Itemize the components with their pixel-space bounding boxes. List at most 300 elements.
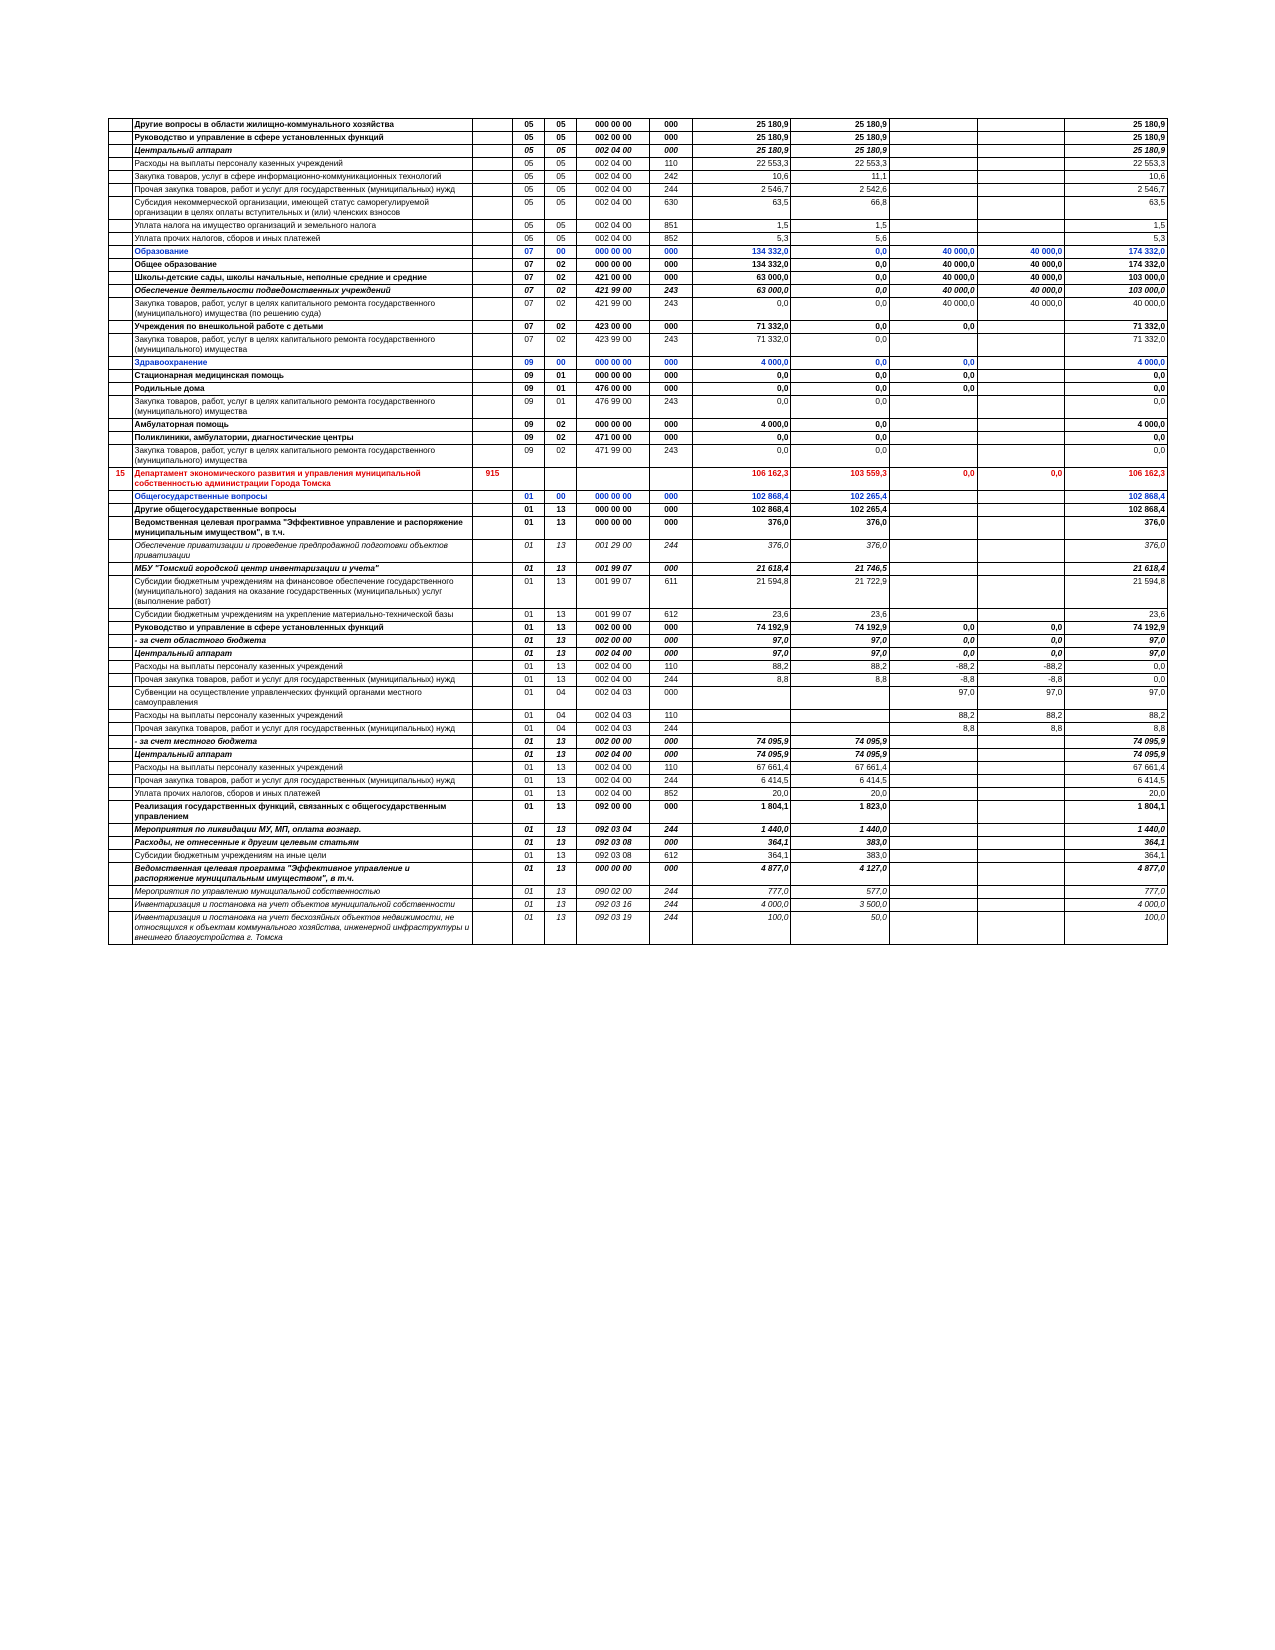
cell-v4 bbox=[977, 334, 1065, 357]
cell-v2: 0,0 bbox=[791, 259, 889, 272]
cell-v1: 21 618,4 bbox=[693, 563, 791, 576]
cell-v1: 1 440,0 bbox=[693, 824, 791, 837]
table-row bbox=[109, 622, 1168, 635]
cell-v2: 8,8 bbox=[791, 674, 889, 687]
cell-pr: 13 bbox=[545, 540, 577, 563]
cell-v2: 23,6 bbox=[791, 609, 889, 622]
cell-v1: 4 000,0 bbox=[693, 357, 791, 370]
cell-name: Закупка товаров, услуг в сфере информационно-коммуникационных технологий bbox=[132, 171, 472, 184]
cell-num bbox=[109, 762, 133, 775]
cell-name: Субсидии бюджетным учреждениям на иные цели bbox=[132, 850, 472, 863]
cell-csr: 092 00 00 bbox=[577, 801, 650, 824]
cell-v1: 88,2 bbox=[693, 661, 791, 674]
cell-ved bbox=[472, 609, 513, 622]
cell-vr: 110 bbox=[650, 158, 693, 171]
cell-num bbox=[109, 563, 133, 576]
cell-v1: 25 180,9 bbox=[693, 119, 791, 132]
cell-v2: 1,5 bbox=[791, 220, 889, 233]
cell-v2: 0,0 bbox=[791, 321, 889, 334]
cell-pr: 04 bbox=[545, 723, 577, 736]
cell-ved bbox=[472, 850, 513, 863]
cell-v1: 1,5 bbox=[693, 220, 791, 233]
cell-ved bbox=[472, 576, 513, 609]
table-row bbox=[109, 197, 1168, 220]
cell-pr: 13 bbox=[545, 912, 577, 945]
table-row bbox=[109, 432, 1168, 445]
cell-v1: 134 332,0 bbox=[693, 259, 791, 272]
cell-rz: 01 bbox=[513, 824, 545, 837]
cell-num bbox=[109, 220, 133, 233]
cell-v3 bbox=[889, 171, 977, 184]
table-row bbox=[109, 357, 1168, 370]
cell-pr: 02 bbox=[545, 298, 577, 321]
cell-pr: 02 bbox=[545, 419, 577, 432]
cell-rz: 09 bbox=[513, 396, 545, 419]
cell-v1: 100,0 bbox=[693, 912, 791, 945]
cell-num bbox=[109, 674, 133, 687]
table-row bbox=[109, 334, 1168, 357]
cell-v4 bbox=[977, 576, 1065, 609]
cell-vr: 000 bbox=[650, 801, 693, 824]
cell-v2 bbox=[791, 723, 889, 736]
cell-pr: 13 bbox=[545, 517, 577, 540]
cell-num bbox=[109, 801, 133, 824]
cell-v4 bbox=[977, 321, 1065, 334]
cell-v5: 74 192,9 bbox=[1065, 622, 1168, 635]
cell-rz bbox=[513, 468, 545, 491]
cell-vr: 000 bbox=[650, 119, 693, 132]
cell-ved bbox=[472, 749, 513, 762]
cell-vr: 243 bbox=[650, 298, 693, 321]
cell-v5: 23,6 bbox=[1065, 609, 1168, 622]
cell-v2: 6 414,5 bbox=[791, 775, 889, 788]
cell-name: Расходы, не отнесенные к другим целевым статьям bbox=[132, 837, 472, 850]
cell-pr: 02 bbox=[545, 259, 577, 272]
cell-vr: 000 bbox=[650, 145, 693, 158]
cell-v2: 0,0 bbox=[791, 370, 889, 383]
cell-ved bbox=[472, 762, 513, 775]
cell-v5: 25 180,9 bbox=[1065, 145, 1168, 158]
cell-v4 bbox=[977, 184, 1065, 197]
cell-num bbox=[109, 259, 133, 272]
cell-ved bbox=[472, 419, 513, 432]
cell-v2: 22 553,3 bbox=[791, 158, 889, 171]
cell-name: Прочая закупка товаров, работ и услуг для государственных (муниципальных) нужд bbox=[132, 674, 472, 687]
cell-vr: 000 bbox=[650, 321, 693, 334]
cell-ved bbox=[472, 321, 513, 334]
cell-v2: 0,0 bbox=[791, 357, 889, 370]
table-row bbox=[109, 609, 1168, 622]
cell-ved bbox=[472, 912, 513, 945]
cell-num bbox=[109, 246, 133, 259]
cell-ved bbox=[472, 432, 513, 445]
cell-ved bbox=[472, 622, 513, 635]
cell-csr: 471 99 00 bbox=[577, 445, 650, 468]
cell-ved bbox=[472, 540, 513, 563]
cell-pr: 02 bbox=[545, 285, 577, 298]
cell-v5: 6 414,5 bbox=[1065, 775, 1168, 788]
cell-num bbox=[109, 158, 133, 171]
cell-name: Родильные дома bbox=[132, 383, 472, 396]
cell-vr: 244 bbox=[650, 886, 693, 899]
cell-rz: 01 bbox=[513, 886, 545, 899]
cell-num bbox=[109, 661, 133, 674]
cell-pr: 05 bbox=[545, 145, 577, 158]
cell-ved bbox=[472, 298, 513, 321]
table-row bbox=[109, 674, 1168, 687]
cell-csr: 000 00 00 bbox=[577, 246, 650, 259]
cell-v1: 376,0 bbox=[693, 540, 791, 563]
cell-name: Амбулаторная помощь bbox=[132, 419, 472, 432]
cell-v1: 71 332,0 bbox=[693, 334, 791, 357]
cell-v2: 74 095,9 bbox=[791, 749, 889, 762]
cell-v5: 102 868,4 bbox=[1065, 491, 1168, 504]
cell-v3 bbox=[889, 432, 977, 445]
cell-name: Расходы на выплаты персоналу казенных учреждений bbox=[132, 158, 472, 171]
cell-vr: 000 bbox=[650, 419, 693, 432]
cell-name: Центральный аппарат bbox=[132, 145, 472, 158]
cell-v3 bbox=[889, 762, 977, 775]
cell-v3 bbox=[889, 801, 977, 824]
cell-v2: 97,0 bbox=[791, 648, 889, 661]
cell-num bbox=[109, 824, 133, 837]
cell-pr: 05 bbox=[545, 119, 577, 132]
cell-rz: 07 bbox=[513, 321, 545, 334]
cell-v3 bbox=[889, 517, 977, 540]
cell-v1: 71 332,0 bbox=[693, 321, 791, 334]
cell-pr: 13 bbox=[545, 886, 577, 899]
cell-pr: 13 bbox=[545, 863, 577, 886]
cell-pr: 02 bbox=[545, 334, 577, 357]
table-row bbox=[109, 119, 1168, 132]
cell-pr: 02 bbox=[545, 321, 577, 334]
cell-csr: 476 00 00 bbox=[577, 383, 650, 396]
cell-csr: 092 03 04 bbox=[577, 824, 650, 837]
cell-rz: 07 bbox=[513, 298, 545, 321]
cell-csr bbox=[577, 468, 650, 491]
cell-v5: 21 594,8 bbox=[1065, 576, 1168, 609]
cell-v2: 376,0 bbox=[791, 517, 889, 540]
cell-num bbox=[109, 233, 133, 246]
cell-ved bbox=[472, 801, 513, 824]
table-row bbox=[109, 540, 1168, 563]
cell-vr: 000 bbox=[650, 272, 693, 285]
table-row bbox=[109, 383, 1168, 396]
cell-v3 bbox=[889, 736, 977, 749]
cell-ved bbox=[472, 775, 513, 788]
cell-v5: 4 000,0 bbox=[1065, 357, 1168, 370]
cell-v1: 777,0 bbox=[693, 886, 791, 899]
cell-num bbox=[109, 609, 133, 622]
cell-v5: 74 095,9 bbox=[1065, 736, 1168, 749]
cell-vr: 244 bbox=[650, 824, 693, 837]
table-row bbox=[109, 824, 1168, 837]
cell-v1: 0,0 bbox=[693, 445, 791, 468]
cell-csr: 002 04 00 bbox=[577, 762, 650, 775]
cell-ved bbox=[472, 517, 513, 540]
cell-v4: 0,0 bbox=[977, 635, 1065, 648]
cell-v5: 63,5 bbox=[1065, 197, 1168, 220]
cell-v3 bbox=[889, 419, 977, 432]
cell-v3 bbox=[889, 132, 977, 145]
cell-num bbox=[109, 419, 133, 432]
cell-v1: 2 546,7 bbox=[693, 184, 791, 197]
cell-num bbox=[109, 396, 133, 419]
budget-table-body bbox=[109, 119, 1168, 945]
cell-v1: 63,5 bbox=[693, 197, 791, 220]
cell-ved bbox=[472, 661, 513, 674]
cell-vr: 612 bbox=[650, 850, 693, 863]
cell-v3 bbox=[889, 563, 977, 576]
cell-v2: 0,0 bbox=[791, 272, 889, 285]
cell-v5: 376,0 bbox=[1065, 540, 1168, 563]
table-row bbox=[109, 912, 1168, 945]
cell-vr: 000 bbox=[650, 432, 693, 445]
cell-vr: 000 bbox=[650, 132, 693, 145]
cell-csr: 001 99 07 bbox=[577, 563, 650, 576]
cell-rz: 01 bbox=[513, 837, 545, 850]
cell-v3: 8,8 bbox=[889, 723, 977, 736]
cell-v5: 0,0 bbox=[1065, 674, 1168, 687]
cell-v2: 25 180,9 bbox=[791, 132, 889, 145]
cell-v5: 103 000,0 bbox=[1065, 272, 1168, 285]
cell-v3: 40 000,0 bbox=[889, 272, 977, 285]
cell-v4 bbox=[977, 357, 1065, 370]
cell-pr: 13 bbox=[545, 736, 577, 749]
cell-v1 bbox=[693, 687, 791, 710]
cell-v3 bbox=[889, 445, 977, 468]
table-row bbox=[109, 635, 1168, 648]
cell-vr: 000 bbox=[650, 357, 693, 370]
cell-vr: 612 bbox=[650, 609, 693, 622]
cell-vr: 000 bbox=[650, 863, 693, 886]
cell-csr: 000 00 00 bbox=[577, 119, 650, 132]
cell-v2: 88,2 bbox=[791, 661, 889, 674]
cell-num: 15 bbox=[109, 468, 133, 491]
cell-num bbox=[109, 370, 133, 383]
cell-ved bbox=[472, 357, 513, 370]
cell-rz: 01 bbox=[513, 648, 545, 661]
table-row bbox=[109, 576, 1168, 609]
cell-v1: 8,8 bbox=[693, 674, 791, 687]
cell-name: Ведомственная целевая программа "Эффективное управление и распоряжение муниципальным имуществом", в т.ч. bbox=[132, 517, 472, 540]
cell-csr: 421 00 00 bbox=[577, 272, 650, 285]
cell-v5: 0,0 bbox=[1065, 445, 1168, 468]
cell-rz: 07 bbox=[513, 246, 545, 259]
cell-v3: 0,0 bbox=[889, 321, 977, 334]
cell-pr: 00 bbox=[545, 246, 577, 259]
cell-v4 bbox=[977, 749, 1065, 762]
table-row bbox=[109, 246, 1168, 259]
cell-rz: 07 bbox=[513, 272, 545, 285]
cell-rz: 01 bbox=[513, 661, 545, 674]
cell-csr: 001 99 07 bbox=[577, 609, 650, 622]
cell-csr: 423 00 00 bbox=[577, 321, 650, 334]
cell-v2: 0,0 bbox=[791, 334, 889, 357]
cell-v2: 97,0 bbox=[791, 635, 889, 648]
cell-pr: 13 bbox=[545, 504, 577, 517]
cell-vr: 000 bbox=[650, 517, 693, 540]
cell-ved bbox=[472, 171, 513, 184]
cell-rz: 01 bbox=[513, 863, 545, 886]
table-row bbox=[109, 145, 1168, 158]
cell-csr: 000 00 00 bbox=[577, 419, 650, 432]
cell-pr: 13 bbox=[545, 648, 577, 661]
cell-csr: 092 03 08 bbox=[577, 837, 650, 850]
cell-csr: 002 04 03 bbox=[577, 710, 650, 723]
cell-v2: 0,0 bbox=[791, 419, 889, 432]
cell-ved bbox=[472, 383, 513, 396]
cell-pr: 13 bbox=[545, 563, 577, 576]
cell-csr: 000 00 00 bbox=[577, 504, 650, 517]
cell-v2: 102 265,4 bbox=[791, 504, 889, 517]
cell-v2: 0,0 bbox=[791, 383, 889, 396]
cell-name: Обеспечение приватизации и проведение предпродажной подготовки объектов приватизации bbox=[132, 540, 472, 563]
table-row bbox=[109, 648, 1168, 661]
cell-ved bbox=[472, 445, 513, 468]
cell-v1: 6 414,5 bbox=[693, 775, 791, 788]
cell-v1: 0,0 bbox=[693, 383, 791, 396]
table-row bbox=[109, 285, 1168, 298]
cell-v5: 74 095,9 bbox=[1065, 749, 1168, 762]
cell-name: - за счет областного бюджета bbox=[132, 635, 472, 648]
cell-v1: 0,0 bbox=[693, 396, 791, 419]
cell-v4 bbox=[977, 432, 1065, 445]
cell-name: МБУ "Томский городской центр инвентаризации и учета" bbox=[132, 563, 472, 576]
cell-v5: 100,0 bbox=[1065, 912, 1168, 945]
cell-ved bbox=[472, 563, 513, 576]
cell-v3 bbox=[889, 824, 977, 837]
cell-vr: 852 bbox=[650, 233, 693, 246]
cell-ved bbox=[472, 899, 513, 912]
cell-rz: 01 bbox=[513, 775, 545, 788]
cell-vr: 244 bbox=[650, 540, 693, 563]
cell-vr: 244 bbox=[650, 775, 693, 788]
cell-v4: 40 000,0 bbox=[977, 298, 1065, 321]
cell-name: - за счет местного бюджета bbox=[132, 736, 472, 749]
table-row bbox=[109, 419, 1168, 432]
cell-v1: 74 192,9 bbox=[693, 622, 791, 635]
cell-vr: 110 bbox=[650, 762, 693, 775]
cell-name: Закупка товаров, работ, услуг в целях капитального ремонта государственного (муниципального) имущества bbox=[132, 334, 472, 357]
cell-v1: 20,0 bbox=[693, 788, 791, 801]
cell-v4 bbox=[977, 504, 1065, 517]
cell-v4 bbox=[977, 119, 1065, 132]
cell-vr: 611 bbox=[650, 576, 693, 609]
cell-name: Уплата прочих налогов, сборов и иных платежей bbox=[132, 233, 472, 246]
cell-rz: 05 bbox=[513, 184, 545, 197]
cell-ved: 915 bbox=[472, 468, 513, 491]
cell-v5: 376,0 bbox=[1065, 517, 1168, 540]
cell-num bbox=[109, 491, 133, 504]
cell-v3 bbox=[889, 334, 977, 357]
table-row bbox=[109, 801, 1168, 824]
cell-pr: 02 bbox=[545, 272, 577, 285]
cell-pr: 13 bbox=[545, 749, 577, 762]
cell-v5: 88,2 bbox=[1065, 710, 1168, 723]
cell-v3: 88,2 bbox=[889, 710, 977, 723]
table-row bbox=[109, 775, 1168, 788]
cell-csr: 000 00 00 bbox=[577, 863, 650, 886]
cell-v2: 66,8 bbox=[791, 197, 889, 220]
cell-v5: 8,8 bbox=[1065, 723, 1168, 736]
cell-pr: 13 bbox=[545, 824, 577, 837]
cell-pr: 05 bbox=[545, 171, 577, 184]
cell-v4: 8,8 bbox=[977, 723, 1065, 736]
cell-rz: 01 bbox=[513, 674, 545, 687]
cell-v1: 97,0 bbox=[693, 648, 791, 661]
cell-v2: 25 180,9 bbox=[791, 119, 889, 132]
cell-v1: 4 877,0 bbox=[693, 863, 791, 886]
cell-name: Мероприятия по управлению муниципальной собственностью bbox=[132, 886, 472, 899]
cell-v1: 4 000,0 bbox=[693, 899, 791, 912]
cell-csr: 000 00 00 bbox=[577, 259, 650, 272]
cell-v1: 0,0 bbox=[693, 370, 791, 383]
cell-rz: 01 bbox=[513, 540, 545, 563]
cell-ved bbox=[472, 259, 513, 272]
cell-v4 bbox=[977, 801, 1065, 824]
cell-v5: 364,1 bbox=[1065, 837, 1168, 850]
cell-csr: 001 29 00 bbox=[577, 540, 650, 563]
cell-v5: 106 162,3 bbox=[1065, 468, 1168, 491]
table-row bbox=[109, 687, 1168, 710]
cell-rz: 01 bbox=[513, 788, 545, 801]
table-row bbox=[109, 396, 1168, 419]
cell-v4 bbox=[977, 762, 1065, 775]
cell-v5: 25 180,9 bbox=[1065, 119, 1168, 132]
cell-pr: 13 bbox=[545, 899, 577, 912]
cell-v3: 0,0 bbox=[889, 622, 977, 635]
cell-v1: 0,0 bbox=[693, 298, 791, 321]
cell-v4: -88,2 bbox=[977, 661, 1065, 674]
cell-vr: 000 bbox=[650, 246, 693, 259]
cell-vr: 243 bbox=[650, 285, 693, 298]
cell-csr: 423 99 00 bbox=[577, 334, 650, 357]
cell-pr: 13 bbox=[545, 837, 577, 850]
cell-rz: 01 bbox=[513, 899, 545, 912]
cell-pr: 13 bbox=[545, 762, 577, 775]
table-row bbox=[109, 886, 1168, 899]
cell-name: Департамент экономического развития и управления муниципальной собственностью администрации Города Томска bbox=[132, 468, 472, 491]
cell-v5: 1 804,1 bbox=[1065, 801, 1168, 824]
cell-rz: 01 bbox=[513, 762, 545, 775]
cell-ved bbox=[472, 491, 513, 504]
cell-v1: 376,0 bbox=[693, 517, 791, 540]
cell-name: Здравоохранение bbox=[132, 357, 472, 370]
cell-rz: 01 bbox=[513, 749, 545, 762]
cell-v4 bbox=[977, 419, 1065, 432]
cell-csr: 002 00 00 bbox=[577, 635, 650, 648]
cell-num bbox=[109, 635, 133, 648]
cell-v4 bbox=[977, 445, 1065, 468]
cell-v3: 40 000,0 bbox=[889, 285, 977, 298]
cell-name: Поликлиники, амбулатории, диагностические центры bbox=[132, 432, 472, 445]
cell-v5: 1,5 bbox=[1065, 220, 1168, 233]
cell-v4 bbox=[977, 233, 1065, 246]
cell-name: Субвенции на осуществление управленческих функций органами местного самоуправления bbox=[132, 687, 472, 710]
cell-v1: 10,6 bbox=[693, 171, 791, 184]
cell-ved bbox=[472, 220, 513, 233]
cell-name: Расходы на выплаты персоналу казенных учреждений bbox=[132, 710, 472, 723]
cell-vr: 630 bbox=[650, 197, 693, 220]
cell-v2: 21 746,5 bbox=[791, 563, 889, 576]
cell-name: Стационарная медицинская помощь bbox=[132, 370, 472, 383]
cell-v3 bbox=[889, 886, 977, 899]
cell-v1: 22 553,3 bbox=[693, 158, 791, 171]
cell-ved bbox=[472, 687, 513, 710]
cell-pr: 13 bbox=[545, 788, 577, 801]
cell-v2 bbox=[791, 687, 889, 710]
